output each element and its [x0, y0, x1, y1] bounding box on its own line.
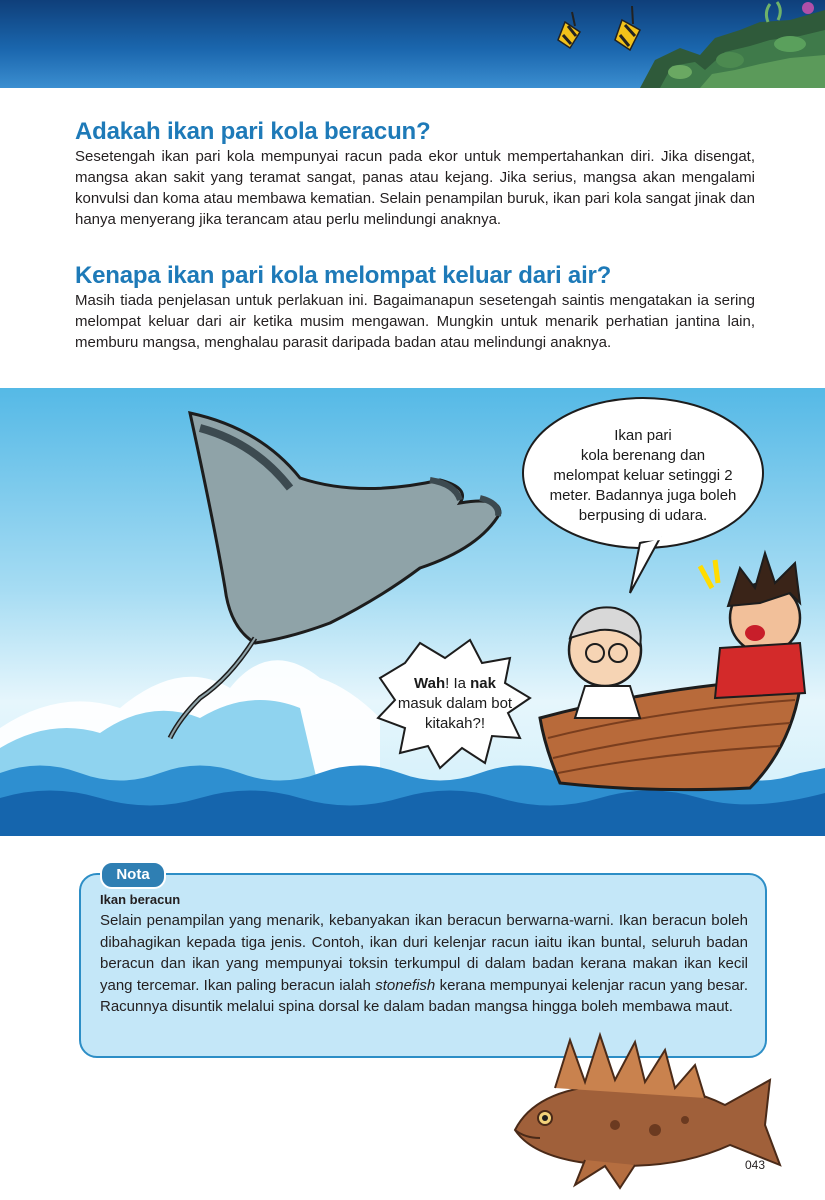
bubble-line: kola berenang dan [580, 447, 706, 464]
section-body: Sesetengah ikan pari kola mempunyai racun pada ekor untuk mempertahankan diri. Jika disengat, mangsa akan sakit yang teramat sangat, panas atau kejang. Jika serius, mangsa akan mengalami konvulsi dan koma atau membawa kematian. Selain penampilan buruk, ikan pari kola sangat jinak dan hanya menyerang jika terancam atau perlu melindungi anaknya. [75, 148, 755, 228]
bubble-line [380, 674, 530, 694]
bubble-emphasis: nak [470, 675, 496, 692]
bubble-emphasis: Wah [414, 675, 446, 692]
note-italic-term: stonefish [375, 976, 436, 994]
angelfish-icon [558, 12, 580, 48]
bubble-line: kitakah?! [424, 715, 486, 732]
section-heading: Adakah ikan pari kola beracun? [75, 118, 431, 145]
bubble-line: melompat keluar setinggi 2 [553, 467, 733, 484]
section-venom [75, 118, 755, 230]
header-banner [0, 0, 825, 88]
bubble-line: masuk dalam bot [397, 695, 513, 712]
boy-character-illustration [700, 553, 805, 698]
stonefish-illustration [495, 1030, 785, 1190]
boy-character-illustration [569, 607, 641, 718]
bubble-line: Ikan pari [614, 427, 672, 444]
speech-bubble-right [528, 426, 758, 526]
speech-bubble-left [380, 674, 530, 734]
section-body: Masih tiada penjelasan untuk perlakuan ini. Bagaimanapun sesetengah saintis mengatakan ia sering melompat keluar dari air ketika musim mengawan. Mungkin untuk menarik perhatian jantina lain, memburu mangsa, menghalau parasit daripada badan atau melindungi anaknya. [75, 292, 755, 351]
note-tab: Nota [100, 861, 166, 889]
page-number: 043 [744, 1158, 765, 1172]
note-text: Selain penampilan yang menarik, kebanyakan ikan beracun berwarna-warni. Ikan beracun boleh dibahagikan kepada tiga jenis. Contoh, ikan duri kelenjar racun iaitu ikan buntal, seluruh badan beracun dan ikan yang mempunyai toksin terkumpul di dalam badan kerana makan ikan kecil yang tercemar. Ikan paling beracun ialah [100, 912, 748, 994]
comic-panel [0, 388, 825, 836]
section-heading: Kenapa ikan pari kola melompat keluar dari air? [75, 262, 612, 289]
note-body [100, 910, 748, 1018]
bubble-line: meter. Badannya juga boleh [549, 487, 737, 504]
bubble-text-span: ! Ia [445, 675, 471, 692]
bubble-line: berpusing di udara. [578, 507, 708, 524]
note-title: Ikan beracun [100, 892, 181, 907]
note-text: kerana mempunyai kelenjar racun yang besar. Racunnya disuntik melalui spina dorsal ke dalam badan mangsa hingga boleh membawa maut. [100, 976, 748, 1015]
reef-illustration [0, 0, 825, 88]
angelfish-icon [615, 6, 640, 50]
section-jumping [75, 262, 755, 353]
